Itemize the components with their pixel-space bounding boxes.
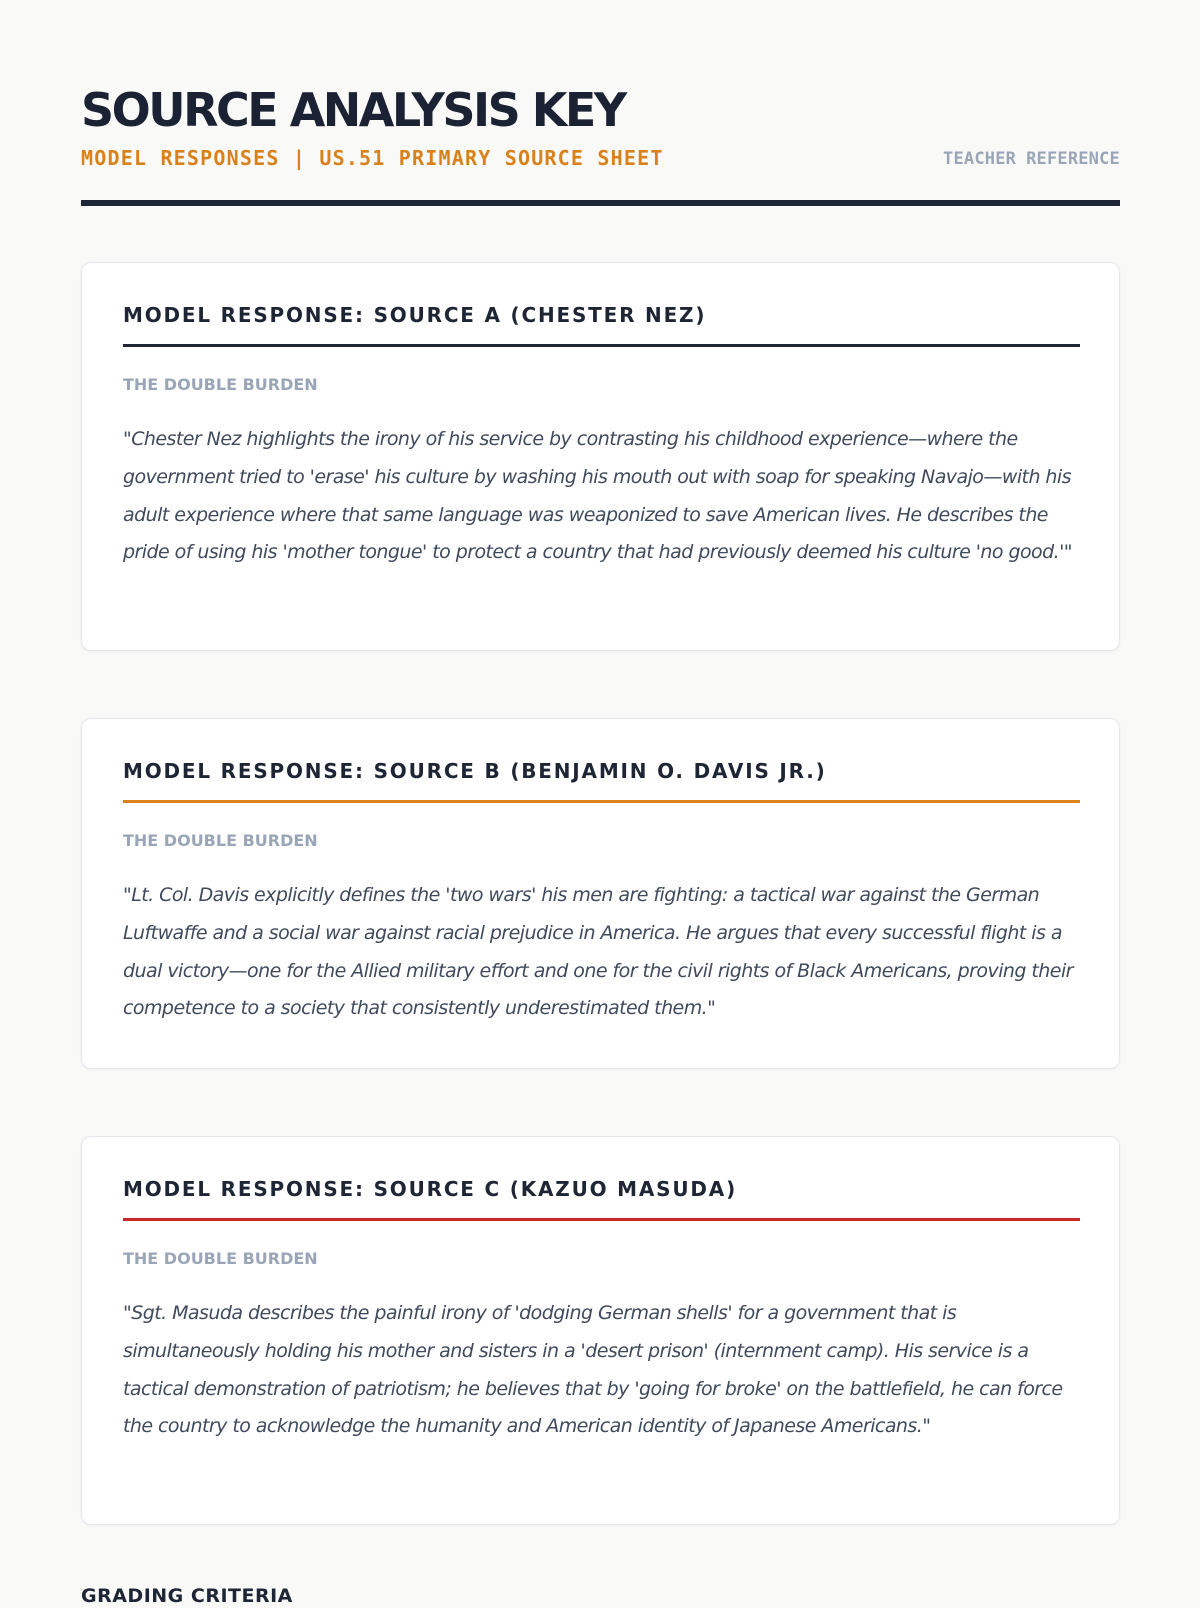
card-model-response-text: "Chester Nez highlights the irony of his service by contrasting his childhood experience—where the government tried to 'erase' his culture by washing his mouth out with soap for speaking Navajo—with his adult experience where that same language was weaponized to save American lives. He describes the pride of using his 'mother tongue' to protect a country that had previously deemed his culture 'no good.'" bbox=[123, 428, 1072, 564]
card-section-label: THE DOUBLE BURDEN bbox=[123, 831, 318, 850]
teacher-reference-tag bbox=[933, 147, 1120, 171]
card-title: MODEL RESPONSE: SOURCE A (CHESTER NEZ) bbox=[123, 303, 707, 327]
model-response-card-c bbox=[81, 1136, 1120, 1525]
card-model-response-text: "Lt. Col. Davis explicitly defines the 'two wars' his men are fighting: a tactical war against the German Luftwaffe and a social war against racial prejudice in America. He argues that every successful flight is a dual victory—one for the Allied military effort and one for the civil rights of Black Americans, proving their competence to a society that consistently underestimated them." bbox=[123, 884, 1073, 1020]
teacher-reference-word-1: TEACHER bbox=[943, 149, 1017, 169]
grading-criteria-heading: GRADING CRITERIA bbox=[81, 1585, 293, 1607]
card-section-label: THE DOUBLE BURDEN bbox=[123, 375, 318, 394]
teacher-reference-word-2: REFERENCE bbox=[1026, 149, 1120, 169]
header-divider bbox=[81, 200, 1120, 206]
card-title: MODEL RESPONSE: SOURCE C (KAZUO MASUDA) bbox=[123, 1177, 738, 1201]
card-accent-rule bbox=[123, 1218, 1080, 1221]
model-response-card-b bbox=[81, 718, 1120, 1069]
page-title: SOURCE ANALYSIS KEY bbox=[81, 83, 625, 137]
card-accent-rule bbox=[123, 344, 1080, 347]
page-subtitle: MODEL RESPONSES | US.51 PRIMARY SOURCE SHEET bbox=[81, 146, 664, 170]
card-title: MODEL RESPONSE: SOURCE B (BENJAMIN O. DAVIS JR.) bbox=[123, 759, 827, 783]
model-response-card-a bbox=[81, 262, 1120, 651]
card-accent-rule bbox=[123, 800, 1080, 803]
card-model-response-text: "Sgt. Masuda describes the painful irony of 'dodging German shells' for a government that is simultaneously holding his mother and sisters in a 'desert prison' (internment camp). His service is a tactical demonstration of patriotism; he believes that by 'going for broke' on the battlefield, he can force the country to acknowledge the humanity and American identity of Japanese Americans." bbox=[123, 1302, 1063, 1438]
card-section-label: THE DOUBLE BURDEN bbox=[123, 1249, 318, 1268]
